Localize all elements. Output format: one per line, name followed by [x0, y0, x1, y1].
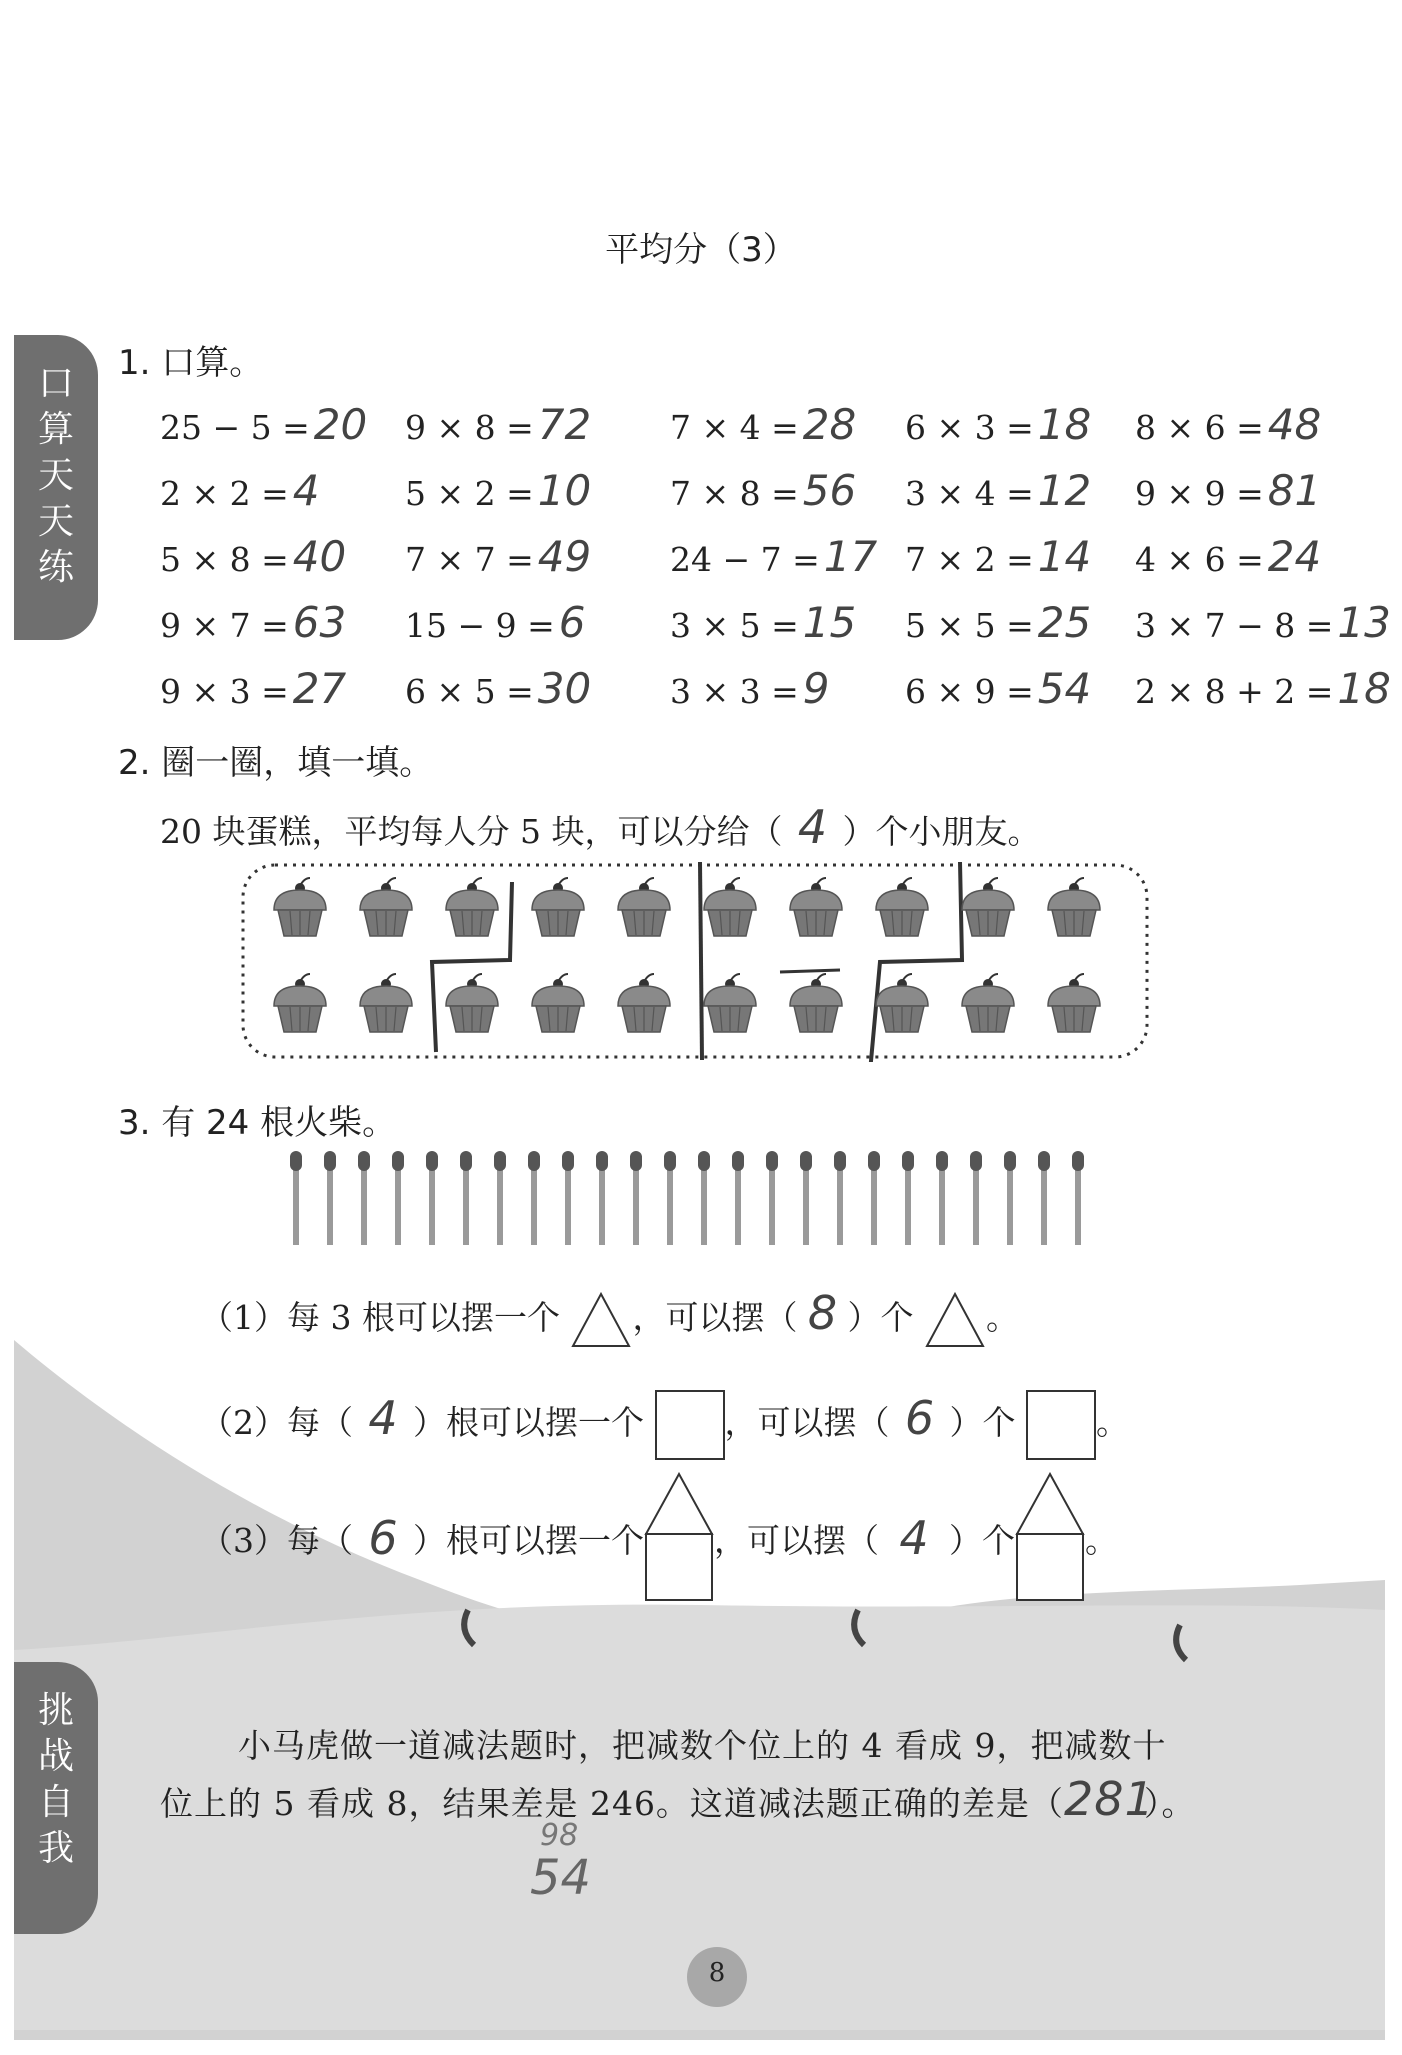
handwritten-answer: 20 — [313, 400, 368, 449]
handwritten-answer: 24 — [1267, 532, 1322, 581]
cake-grid — [240, 862, 1150, 1062]
handwritten-answer: 28 — [802, 400, 857, 449]
arith-question: 3 × 4 = — [905, 474, 1034, 513]
q2-text: ）个 — [949, 1403, 1016, 1442]
question-text: 20 块蛋糕，平均每人分 5 块，可以分给（ — [160, 812, 783, 851]
q3-text: ，可以摆（ — [714, 1520, 879, 1560]
cupcake-icon — [528, 972, 588, 1034]
side-tab-oral — [14, 335, 98, 640]
arith-item — [670, 466, 856, 515]
handwritten-answer: 14 — [1037, 532, 1092, 581]
challenge-text: 位上的 5 看成 8，结果差是 246。这道减法题正确的差是（ — [160, 1784, 1064, 1823]
cupcake-icon — [1044, 972, 1104, 1034]
cupcake-icon — [786, 972, 846, 1034]
arith-item — [405, 466, 591, 515]
arith-item — [905, 532, 1091, 581]
square-icon — [655, 1390, 725, 1460]
handwritten-answer: 12 — [1037, 466, 1092, 515]
arith-item — [160, 532, 346, 581]
handwritten-answer: 56 — [802, 466, 857, 515]
q3-text: 。 — [1085, 1520, 1118, 1560]
arith-question: 2 × 8 + 2 = — [1135, 672, 1334, 711]
cupcake-icon — [1044, 876, 1104, 938]
arith-question: 7 × 7 = — [405, 540, 534, 579]
arith-question: 5 × 2 = — [405, 474, 534, 513]
q1-line — [200, 1286, 1019, 1349]
handwritten-answer: 4 — [797, 800, 828, 854]
q1-text: （1）每 3 根可以摆一个 — [200, 1298, 560, 1337]
arith-question: 7 × 2 = — [905, 540, 1034, 579]
handwritten-answer: 9 — [802, 664, 830, 713]
triangle-icon — [570, 1291, 632, 1349]
arith-question: 2 × 2 = — [160, 474, 289, 513]
q1-text: ，可以摆（ — [632, 1298, 798, 1337]
arith-question: 6 × 5 = — [405, 672, 534, 711]
arith-item — [160, 466, 320, 515]
handwritten-answer: 81 — [1267, 466, 1322, 515]
cupcake-icon — [872, 876, 932, 938]
handwritten-answer: 4 — [368, 1391, 398, 1445]
q2-text: ，可以摆（ — [724, 1403, 890, 1442]
arith-question: 8 × 6 = — [1135, 408, 1264, 447]
arith-question: 25 − 5 = — [160, 408, 310, 447]
challenge-text: ）。 — [1143, 1784, 1196, 1823]
arith-question: 9 × 7 = — [160, 606, 289, 645]
handwritten-answer: 25 — [1037, 598, 1092, 647]
section1-heading: 1. 口算。 — [118, 343, 264, 383]
q1-text: 。 — [985, 1298, 1019, 1337]
q3-line — [200, 1468, 1118, 1608]
cupcake-icon — [958, 876, 1018, 938]
handwritten-answer: 27 — [292, 664, 347, 713]
arith-item — [160, 598, 346, 647]
handwritten-answer: 6 — [904, 1391, 935, 1445]
arith-item — [670, 532, 877, 581]
cupcake-icon — [270, 972, 330, 1034]
arith-question: 24 − 7 = — [670, 540, 820, 579]
handwritten-answer: 10 — [537, 466, 592, 515]
arith-item — [1135, 400, 1321, 449]
q3-text: ）根可以摆一个 — [413, 1520, 644, 1560]
handwritten-answer: 54 — [1037, 664, 1092, 713]
arith-question: 4 × 6 = — [1135, 540, 1264, 579]
arith-question: 3 × 3 = — [670, 672, 799, 711]
scratch-note-bottom: 54 — [530, 1850, 592, 1906]
cupcake-icon — [614, 876, 674, 938]
handwritten-answer: 4 — [899, 1511, 929, 1565]
arith-item — [405, 598, 586, 647]
arith-question: 5 × 8 = — [160, 540, 289, 579]
tab-char: 算 — [37, 409, 74, 450]
cupcake-icon — [700, 972, 760, 1034]
tab-char: 自 — [37, 1782, 74, 1823]
handwritten-answer: 6 — [558, 598, 586, 647]
square-icon — [1026, 1390, 1096, 1460]
section2-heading: 2. 圈一圈，填一填。 — [118, 743, 434, 783]
arith-question: 6 × 3 = — [905, 408, 1034, 447]
tab-char: 天 — [37, 455, 74, 496]
handwritten-answer: 49 — [537, 532, 592, 581]
side-tab-challenge — [14, 1662, 98, 1934]
handwritten-answer: 18 — [1337, 664, 1391, 713]
cupcake-icon — [356, 972, 416, 1034]
tab-char: 挑 — [37, 1690, 74, 1731]
q2-line — [200, 1390, 1129, 1460]
tab-char: 练 — [37, 547, 74, 588]
cupcake-icon — [872, 972, 932, 1034]
arith-question: 6 × 9 = — [905, 672, 1034, 711]
section2-question — [160, 800, 1040, 854]
cupcake-icon — [356, 876, 416, 938]
q2-text: 。 — [1096, 1403, 1129, 1442]
arith-question: 15 − 9 = — [405, 606, 555, 645]
handwritten-answer: 15 — [802, 598, 857, 647]
arith-item — [405, 664, 591, 713]
tab-char: 天 — [37, 501, 74, 542]
cupcake-icon — [958, 972, 1018, 1034]
challenge-line2 — [160, 1772, 1195, 1826]
arith-question: 3 × 5 = — [670, 606, 799, 645]
triangle-icon — [924, 1291, 986, 1349]
arith-item — [1135, 532, 1321, 581]
arith-item — [1135, 664, 1391, 713]
handwritten-answer: 281 — [1063, 1772, 1155, 1826]
q3-text: （3）每（ — [200, 1520, 353, 1560]
arith-question: 3 × 7 − 8 = — [1135, 606, 1334, 645]
arith-item — [670, 664, 830, 713]
handwritten-answer: 17 — [823, 532, 878, 581]
handwritten-answer: 30 — [537, 664, 592, 713]
page-title: 平均分（3） — [605, 230, 797, 270]
handwritten-answer: 4 — [292, 466, 320, 515]
handwritten-answer: 40 — [292, 532, 347, 581]
handwritten-answer: 18 — [1037, 400, 1092, 449]
arith-item — [670, 400, 856, 449]
cupcake-icon — [614, 972, 674, 1034]
arith-question: 9 × 3 = — [160, 672, 289, 711]
handwritten-answer: 63 — [292, 598, 347, 647]
section3-heading: 3. 有 24 根火柴。 — [118, 1103, 397, 1143]
arith-question: 7 × 4 = — [670, 408, 799, 447]
arith-item — [160, 664, 346, 713]
handwritten-answer: 48 — [1267, 400, 1322, 449]
q2-text: ）根可以摆一个 — [413, 1403, 644, 1442]
arith-item — [905, 466, 1091, 515]
arith-item — [905, 598, 1091, 647]
tab-char: 我 — [37, 1828, 74, 1869]
arith-item — [1135, 598, 1391, 647]
arith-item — [405, 532, 591, 581]
q2-text: （2）每（ — [200, 1403, 353, 1442]
arith-question: 9 × 9 = — [1135, 474, 1264, 513]
arith-item — [1135, 466, 1321, 515]
arith-item — [670, 598, 856, 647]
arith-question: 5 × 5 = — [905, 606, 1034, 645]
question-text: ）个小朋友。 — [842, 812, 1041, 851]
handwritten-answer: 72 — [537, 400, 592, 449]
q1-text: ）个 — [847, 1298, 914, 1337]
cupcake-icon — [442, 972, 502, 1034]
cupcake-icon — [786, 876, 846, 938]
q3-text: ）个 — [949, 1520, 1015, 1560]
handwritten-answer: 8 — [807, 1286, 838, 1340]
challenge-line1: 小马虎做一道减法题时，把减数个位上的 4 看成 9，把减数十 — [238, 1726, 1167, 1765]
cupcake-icon — [700, 876, 760, 938]
tab-char: 战 — [37, 1736, 74, 1777]
house-icon — [1015, 1472, 1085, 1604]
handwritten-answer: 13 — [1337, 598, 1391, 647]
cupcake-icon — [270, 876, 330, 938]
arith-question: 7 × 8 = — [670, 474, 799, 513]
scratch-note-top: 98 — [540, 1818, 579, 1853]
matchstick-row — [290, 1155, 1110, 1250]
handwritten-answer: 6 — [368, 1511, 398, 1565]
cupcake-icon — [442, 876, 502, 938]
arith-item — [405, 400, 591, 449]
arith-item — [160, 400, 367, 449]
page-number: 8 — [708, 1958, 726, 1988]
tab-char: 口 — [37, 363, 74, 404]
cupcake-icon — [528, 876, 588, 938]
house-icon — [644, 1472, 714, 1604]
arith-item — [905, 664, 1091, 713]
arith-item — [905, 400, 1091, 449]
arith-question: 9 × 8 = — [405, 408, 534, 447]
